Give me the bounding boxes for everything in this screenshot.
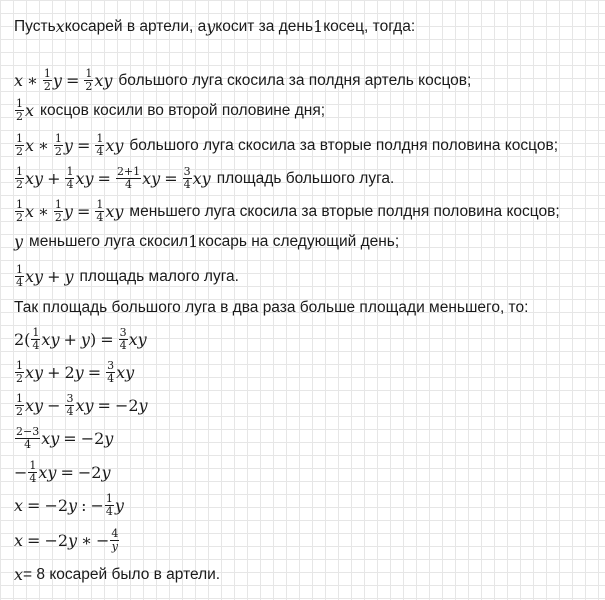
equation-line-15: x = −2 y ∗ − $\frac{4}{y}$ bbox=[14, 527, 119, 553]
equation-line-7: $\frac{1}{4}$ xy + y площадь малого луга. bbox=[16, 263, 239, 289]
intro-text-c: косит за день bbox=[215, 18, 314, 35]
fraction: $\frac{2+1}{4}$ bbox=[116, 165, 141, 191]
fraction: $\frac{1}{4}$ bbox=[29, 459, 37, 485]
equation-line-3: $\frac{1}{2}$ x ∗ $\frac{1}{2}$ y = $\frac{1}{4}$ xy большого луга скосила за вторые полдня половина косцов; bbox=[16, 132, 558, 158]
line-7-text: площадь малого луга. bbox=[79, 267, 239, 285]
fraction: $\frac{1}{2}$ bbox=[16, 359, 23, 385]
fraction: $\frac{1}{2}$ bbox=[54, 132, 62, 158]
fraction: $\frac{3}{4}$ bbox=[183, 165, 191, 191]
fraction: $\frac{1}{2}$ bbox=[16, 392, 23, 418]
equation-line-2: $\frac{1}{2}$ x косцов косили во второй половине дня; bbox=[16, 97, 326, 123]
final-answer: x = 8 косарей было в артели. bbox=[14, 565, 221, 584]
line-6-text-b: косарь на следующий день; bbox=[198, 233, 400, 250]
intro-text-a: Пусть bbox=[14, 18, 56, 35]
fraction: $\frac{1}{4}$ bbox=[105, 492, 113, 518]
line-5-text: меньшего луга скосила за вторые полдня половина косцов; bbox=[129, 202, 560, 220]
fraction: $\frac{1}{2}$ bbox=[54, 198, 62, 224]
equation-line-13: − $\frac{1}{4}$ xy = −2 y bbox=[14, 459, 111, 485]
line-8-text: Так площадь большого луга в два раза больше площади меньшего, то: bbox=[14, 299, 529, 316]
equation-line-12: $\frac{2-3}{4}$ xy = −2 y bbox=[16, 425, 114, 451]
fraction: $\frac{1}{4}$ bbox=[32, 326, 40, 352]
intro-text-d: косец, тогда: bbox=[323, 18, 416, 35]
line-1-text: большого луга скосила за полдня артель косцов; bbox=[118, 71, 472, 89]
conclusion-line bbox=[14, 298, 528, 318]
equation-line-14: x = −2 y : − $\frac{1}{4}$ y bbox=[14, 492, 124, 518]
intro-line bbox=[14, 17, 415, 37]
line-2-text: косцов косили во второй половине дня; bbox=[40, 101, 326, 119]
line-4-text: площадь большого луга. bbox=[216, 169, 395, 187]
fraction: $\frac{1}{4}$ bbox=[96, 198, 104, 224]
intro-text-b: косарей в артели, а bbox=[64, 18, 207, 35]
fraction: $\frac{4}{y}$ bbox=[111, 527, 119, 553]
final-text: = 8 косарей было в артели. bbox=[23, 566, 221, 583]
fraction: $\frac{1}{4}$ bbox=[96, 132, 104, 158]
num-one: 1 bbox=[313, 17, 324, 36]
equation-line-1: x ∗ $\frac{1}{2}$ y = $\frac{1}{2}$ xy большого луга скосила за полдня артель косцов; bbox=[14, 67, 472, 93]
fraction: $\frac{3}{4}$ bbox=[107, 359, 115, 385]
fraction: $\frac{2-3}{4}$ bbox=[16, 425, 40, 451]
equation-line-11: $\frac{1}{2}$ xy − $\frac{3}{4}$ xy = −2 y bbox=[16, 392, 148, 418]
line-3-text: большого луга скосила за вторые полдня половина косцов; bbox=[129, 136, 558, 154]
fraction: $\frac{1}{2}$ bbox=[16, 198, 23, 224]
fraction: $\frac{1}{2}$ bbox=[85, 67, 93, 93]
fraction: $\frac{1}{4}$ bbox=[16, 263, 23, 289]
line-6-text-a: меньшего луга скосил bbox=[29, 233, 189, 250]
var-x: x bbox=[55, 17, 65, 36]
equation-line-6: y меньшего луга скосил 1 косарь на следующий день; bbox=[14, 232, 400, 251]
equation-line-5: $\frac{1}{2}$ x ∗ $\frac{1}{2}$ y = $\frac{1}{4}$ xy меньшего луга скосила за вторые полдня половина косцов; bbox=[16, 198, 560, 224]
fraction: $\frac{1}{2}$ bbox=[43, 67, 51, 93]
var-y: y bbox=[206, 17, 216, 36]
fraction: $\frac{1}{2}$ bbox=[16, 165, 23, 191]
fraction: $\frac{1}{4}$ bbox=[66, 165, 74, 191]
equation-line-4: $\frac{1}{2}$ xy + $\frac{1}{4}$ xy = $\frac{2+1}{4}$ xy = $\frac{3}{4}$ xy площадь большого луга. bbox=[16, 165, 395, 191]
fraction: $\frac{3}{4}$ bbox=[119, 326, 127, 352]
fraction: $\frac{1}{2}$ bbox=[16, 97, 23, 123]
fraction: $\frac{1}{2}$ bbox=[16, 132, 23, 158]
fraction: $\frac{3}{4}$ bbox=[66, 392, 74, 418]
equation-line-9: 2( $\frac{1}{4}$ xy + y ) = $\frac{3}{4}$ xy bbox=[14, 326, 147, 352]
equation-line-10: $\frac{1}{2}$ xy + 2 y = $\frac{3}{4}$ xy bbox=[16, 359, 135, 385]
